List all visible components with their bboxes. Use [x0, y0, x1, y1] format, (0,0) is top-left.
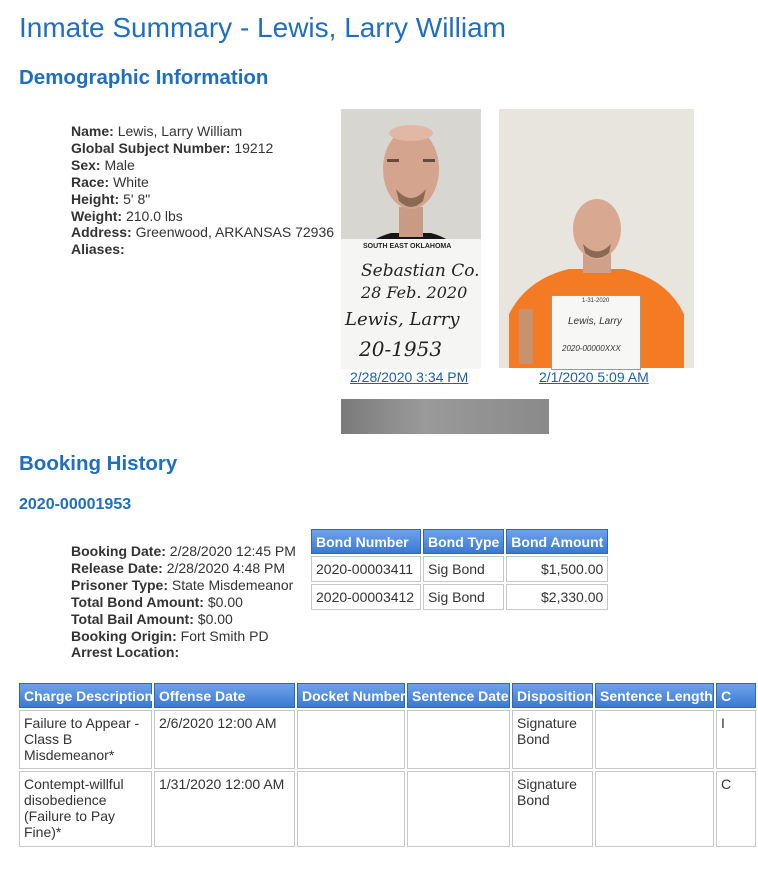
field-prisoner-type: Prisoner Type: State Misdemeanor	[71, 576, 294, 593]
col-sentence-length: Sentence Length	[595, 683, 714, 708]
bond-amount-cell: $1,500.00	[506, 556, 608, 582]
placard-line: Lewis, Larry	[568, 316, 622, 327]
col-charge-description: Charge Description	[19, 683, 152, 708]
field-race: Race: White	[71, 173, 149, 190]
sentence-length-cell	[595, 771, 714, 847]
table-row	[19, 771, 756, 847]
bond-table	[309, 527, 610, 612]
truncated-cell: I	[716, 710, 756, 769]
charge-description-cell: Failure to Appear - Class B Misdemeanor*	[19, 710, 152, 769]
col-truncated: C	[716, 683, 756, 708]
placard-line: 20-1953	[359, 337, 443, 361]
field-booking-origin: Booking Origin: Fort Smith PD	[71, 627, 269, 644]
charge-table-header	[19, 683, 756, 708]
booking-info	[71, 543, 296, 661]
col-bond-type: Bond Type	[423, 529, 504, 554]
field-sex: Sex: Male	[71, 156, 135, 173]
field-name: Name: Lewis, Larry William	[71, 123, 243, 139]
mugshot-photo[interactable]	[341, 109, 481, 368]
placard-line: Sebastian Co.	[361, 261, 480, 281]
docket-number-cell	[297, 710, 405, 769]
truncated-cell: C	[716, 771, 756, 847]
field-arrest-location: Arrest Location:	[71, 644, 180, 661]
bond-number-cell: 2020-00003412	[311, 584, 421, 610]
charge-table	[17, 681, 758, 849]
placard-line: 28 Feb. 2020	[361, 283, 468, 302]
page-title: Inmate Summary - Lewis, Larry William	[19, 12, 506, 43]
photo-caption-link[interactable]: 2/1/2020 5:09 AM	[539, 369, 649, 385]
placard-line: Lewis, Larry	[345, 309, 460, 330]
field-booking-date: Booking Date: 2/28/2020 12:45 PM	[71, 543, 296, 559]
field-total-bail-amount: Total Bail Amount: $0.00	[71, 610, 233, 627]
field-address: Address: Greenwood, ARKANSAS 72936	[71, 224, 335, 241]
docket-number-cell	[297, 771, 405, 847]
field-global-subject-number: Global Subject Number: 19212	[71, 139, 274, 156]
table-row	[311, 584, 608, 610]
sentence-date-cell	[407, 710, 510, 769]
field-total-bond-amount: Total Bond Amount: $0.00	[71, 593, 243, 610]
bond-amount-cell: $2,330.00	[506, 584, 608, 610]
offense-date-cell: 2/6/2020 12:00 AM	[154, 710, 295, 769]
placard	[341, 239, 481, 368]
mugshot-photo-partial[interactable]	[341, 399, 549, 434]
demographic-heading: Demographic Information	[19, 66, 269, 89]
mugshot-photo[interactable]	[499, 109, 694, 368]
bond-type-cell: Sig Bond	[423, 556, 504, 582]
charge-description-cell: Contempt-willful disobedience (Failure to Pay Fine)*	[19, 771, 152, 847]
sentence-date-cell	[407, 771, 510, 847]
col-docket-number: Docket Number	[297, 683, 405, 708]
booking-number: 2020-00001953	[19, 496, 132, 513]
demographic-info	[71, 123, 334, 258]
booking-history-heading: Booking History	[19, 452, 178, 475]
placard-line: SOUTH EAST OKLAHOMA	[363, 243, 452, 250]
table-row	[311, 556, 608, 582]
col-sentence-date: Sentence Date	[407, 683, 510, 708]
field-height: Height: 5' 8"	[71, 190, 151, 207]
photo-caption-link[interactable]: 2/28/2020 3:34 PM	[350, 369, 469, 385]
placard-line: 1-31-2020	[582, 298, 610, 304]
placard	[551, 295, 641, 370]
table-row	[19, 710, 756, 769]
field-weight: Weight: 210.0 lbs	[71, 207, 183, 224]
col-disposition: Disposition	[512, 683, 593, 708]
sentence-length-cell	[595, 710, 714, 769]
offense-date-cell: 1/31/2020 12:00 AM	[154, 771, 295, 847]
col-bond-amount: Bond Amount	[506, 529, 608, 554]
bond-number-cell: 2020-00003411	[311, 556, 421, 582]
placard-line: 2020-00000XXX	[562, 344, 621, 353]
field-aliases: Aliases:	[71, 241, 125, 258]
disposition-cell: Signature Bond	[512, 710, 593, 769]
disposition-cell: Signature Bond	[512, 771, 593, 847]
bond-table-header	[311, 529, 608, 554]
bond-type-cell: Sig Bond	[423, 584, 504, 610]
field-release-date: Release Date: 2/28/2020 4:48 PM	[71, 559, 286, 576]
col-offense-date: Offense Date	[154, 683, 295, 708]
col-bond-number: Bond Number	[311, 529, 421, 554]
